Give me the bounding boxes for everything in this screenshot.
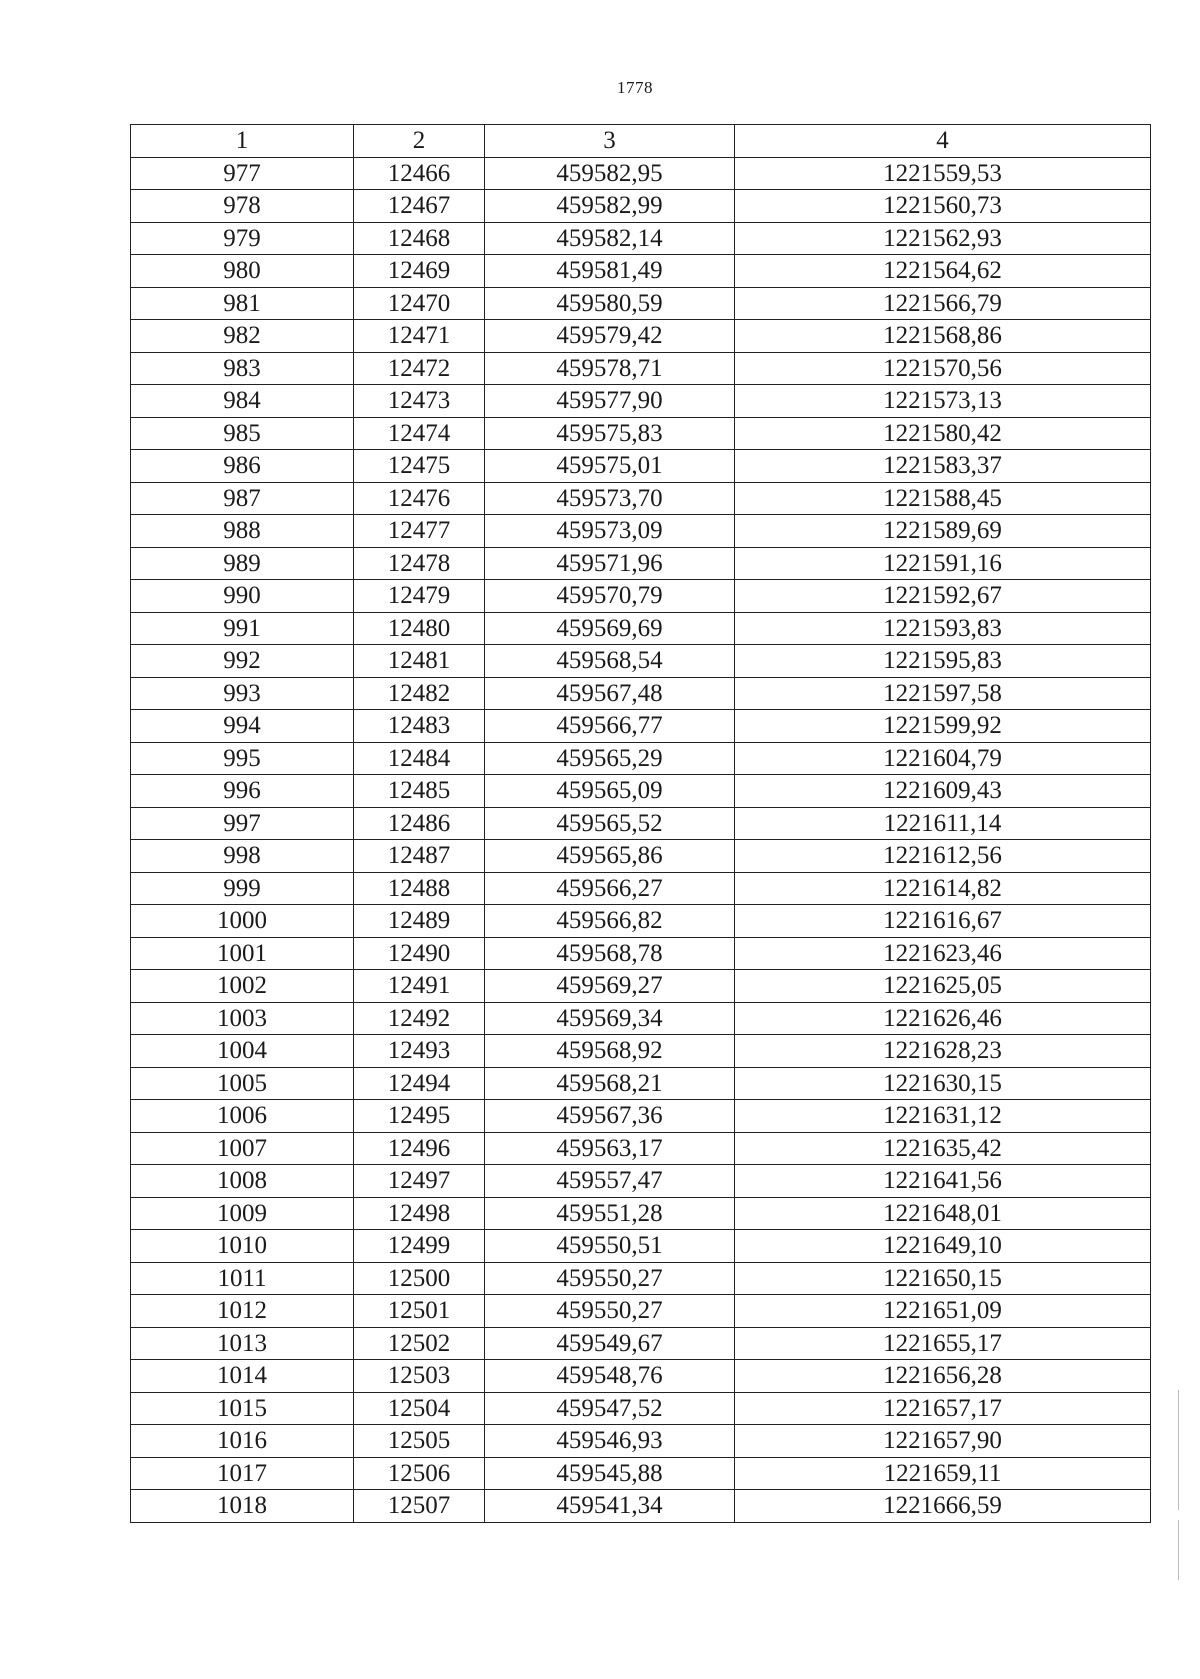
y-coordinate-cell: 1221570,56 xyxy=(735,352,1151,385)
id-cell: 12500 xyxy=(354,1262,485,1295)
point-number-cell: 994 xyxy=(131,710,354,743)
table-row xyxy=(131,905,1151,938)
header-cell-3: 3 xyxy=(485,125,735,158)
id-cell: 12507 xyxy=(354,1490,485,1523)
x-coordinate-cell: 459550,27 xyxy=(485,1295,735,1328)
point-number-cell: 979 xyxy=(131,222,354,255)
y-coordinate-cell: 1221609,43 xyxy=(735,775,1151,808)
id-cell: 12478 xyxy=(354,547,485,580)
table-row xyxy=(131,1360,1151,1393)
table-row xyxy=(131,645,1151,678)
x-coordinate-cell: 459569,69 xyxy=(485,612,735,645)
id-cell: 12470 xyxy=(354,287,485,320)
table-row xyxy=(131,287,1151,320)
id-cell: 12467 xyxy=(354,190,485,223)
scan-artifact xyxy=(1178,1520,1179,1580)
point-number-cell: 1010 xyxy=(131,1230,354,1263)
y-coordinate-cell: 1221614,82 xyxy=(735,872,1151,905)
x-coordinate-cell: 459557,47 xyxy=(485,1165,735,1198)
table-row xyxy=(131,970,1151,1003)
table-row xyxy=(131,450,1151,483)
x-coordinate-cell: 459568,92 xyxy=(485,1035,735,1068)
point-number-cell: 986 xyxy=(131,450,354,483)
point-number-cell: 989 xyxy=(131,547,354,580)
x-coordinate-cell: 459570,79 xyxy=(485,580,735,613)
point-number-cell: 1001 xyxy=(131,937,354,970)
x-coordinate-cell: 459571,96 xyxy=(485,547,735,580)
table-row xyxy=(131,677,1151,710)
id-cell: 12489 xyxy=(354,905,485,938)
table-row xyxy=(131,1490,1151,1523)
table-header-row xyxy=(131,125,1151,158)
id-cell: 12486 xyxy=(354,807,485,840)
table-row xyxy=(131,482,1151,515)
id-cell: 12477 xyxy=(354,515,485,548)
x-coordinate-cell: 459565,29 xyxy=(485,742,735,775)
y-coordinate-cell: 1221655,17 xyxy=(735,1327,1151,1360)
table-row xyxy=(131,547,1151,580)
x-coordinate-cell: 459573,70 xyxy=(485,482,735,515)
id-cell: 12499 xyxy=(354,1230,485,1263)
y-coordinate-cell: 1221628,23 xyxy=(735,1035,1151,1068)
point-number-cell: 992 xyxy=(131,645,354,678)
table-row xyxy=(131,320,1151,353)
point-number-cell: 991 xyxy=(131,612,354,645)
x-coordinate-cell: 459567,48 xyxy=(485,677,735,710)
y-coordinate-cell: 1221595,83 xyxy=(735,645,1151,678)
y-coordinate-cell: 1221612,56 xyxy=(735,840,1151,873)
id-cell: 12493 xyxy=(354,1035,485,1068)
table-row xyxy=(131,807,1151,840)
point-number-cell: 1002 xyxy=(131,970,354,1003)
y-coordinate-cell: 1221626,46 xyxy=(735,1002,1151,1035)
point-number-cell: 980 xyxy=(131,255,354,288)
point-number-cell: 988 xyxy=(131,515,354,548)
table-row xyxy=(131,1392,1151,1425)
table-row xyxy=(131,937,1151,970)
table-row xyxy=(131,1067,1151,1100)
coordinates-table xyxy=(130,124,1151,1523)
x-coordinate-cell: 459565,86 xyxy=(485,840,735,873)
point-number-cell: 985 xyxy=(131,417,354,450)
table-row xyxy=(131,515,1151,548)
id-cell: 12469 xyxy=(354,255,485,288)
id-cell: 12476 xyxy=(354,482,485,515)
y-coordinate-cell: 1221611,14 xyxy=(735,807,1151,840)
id-cell: 12502 xyxy=(354,1327,485,1360)
y-coordinate-cell: 1221597,58 xyxy=(735,677,1151,710)
y-coordinate-cell: 1221588,45 xyxy=(735,482,1151,515)
id-cell: 12506 xyxy=(354,1457,485,1490)
table-row xyxy=(131,872,1151,905)
x-coordinate-cell: 459566,82 xyxy=(485,905,735,938)
table-row xyxy=(131,1230,1151,1263)
id-cell: 12483 xyxy=(354,710,485,743)
point-number-cell: 1007 xyxy=(131,1132,354,1165)
y-coordinate-cell: 1221631,12 xyxy=(735,1100,1151,1133)
table-body xyxy=(131,157,1151,1522)
point-number-cell: 1013 xyxy=(131,1327,354,1360)
table-row xyxy=(131,1262,1151,1295)
point-number-cell: 999 xyxy=(131,872,354,905)
id-cell: 12468 xyxy=(354,222,485,255)
id-cell: 12484 xyxy=(354,742,485,775)
point-number-cell: 1012 xyxy=(131,1295,354,1328)
id-cell: 12471 xyxy=(354,320,485,353)
table-row xyxy=(131,157,1151,190)
id-cell: 12482 xyxy=(354,677,485,710)
y-coordinate-cell: 1221648,01 xyxy=(735,1197,1151,1230)
point-number-cell: 996 xyxy=(131,775,354,808)
x-coordinate-cell: 459551,28 xyxy=(485,1197,735,1230)
point-number-cell: 984 xyxy=(131,385,354,418)
id-cell: 12494 xyxy=(354,1067,485,1100)
y-coordinate-cell: 1221559,53 xyxy=(735,157,1151,190)
id-cell: 12497 xyxy=(354,1165,485,1198)
y-coordinate-cell: 1221593,83 xyxy=(735,612,1151,645)
point-number-cell: 995 xyxy=(131,742,354,775)
y-coordinate-cell: 1221649,10 xyxy=(735,1230,1151,1263)
x-coordinate-cell: 459549,67 xyxy=(485,1327,735,1360)
table-row xyxy=(131,1457,1151,1490)
table-row xyxy=(131,1100,1151,1133)
id-cell: 12473 xyxy=(354,385,485,418)
table-row xyxy=(131,417,1151,450)
x-coordinate-cell: 459582,14 xyxy=(485,222,735,255)
x-coordinate-cell: 459567,36 xyxy=(485,1100,735,1133)
table-row xyxy=(131,222,1151,255)
id-cell: 12503 xyxy=(354,1360,485,1393)
y-coordinate-cell: 1221630,15 xyxy=(735,1067,1151,1100)
table-row xyxy=(131,1327,1151,1360)
x-coordinate-cell: 459550,27 xyxy=(485,1262,735,1295)
x-coordinate-cell: 459565,09 xyxy=(485,775,735,808)
id-cell: 12487 xyxy=(354,840,485,873)
x-coordinate-cell: 459569,27 xyxy=(485,970,735,1003)
table-row xyxy=(131,710,1151,743)
x-coordinate-cell: 459578,71 xyxy=(485,352,735,385)
y-coordinate-cell: 1221641,56 xyxy=(735,1165,1151,1198)
table-row xyxy=(131,255,1151,288)
id-cell: 12485 xyxy=(354,775,485,808)
point-number-cell: 1014 xyxy=(131,1360,354,1393)
id-cell: 12501 xyxy=(354,1295,485,1328)
point-number-cell: 982 xyxy=(131,320,354,353)
table-row xyxy=(131,1295,1151,1328)
point-number-cell: 998 xyxy=(131,840,354,873)
table-row xyxy=(131,1165,1151,1198)
id-cell: 12488 xyxy=(354,872,485,905)
point-number-cell: 1018 xyxy=(131,1490,354,1523)
point-number-cell: 983 xyxy=(131,352,354,385)
id-cell: 12472 xyxy=(354,352,485,385)
y-coordinate-cell: 1221568,86 xyxy=(735,320,1151,353)
id-cell: 12498 xyxy=(354,1197,485,1230)
x-coordinate-cell: 459563,17 xyxy=(485,1132,735,1165)
point-number-cell: 1009 xyxy=(131,1197,354,1230)
table-row xyxy=(131,1197,1151,1230)
y-coordinate-cell: 1221592,67 xyxy=(735,580,1151,613)
y-coordinate-cell: 1221583,37 xyxy=(735,450,1151,483)
x-coordinate-cell: 459568,54 xyxy=(485,645,735,678)
page-number: 1778 xyxy=(617,78,653,97)
point-number-cell: 978 xyxy=(131,190,354,223)
x-coordinate-cell: 459547,52 xyxy=(485,1392,735,1425)
x-coordinate-cell: 459573,09 xyxy=(485,515,735,548)
id-cell: 12490 xyxy=(354,937,485,970)
id-cell: 12479 xyxy=(354,580,485,613)
table-row xyxy=(131,1425,1151,1458)
table-row xyxy=(131,775,1151,808)
y-coordinate-cell: 1221560,73 xyxy=(735,190,1151,223)
x-coordinate-cell: 459569,34 xyxy=(485,1002,735,1035)
x-coordinate-cell: 459575,01 xyxy=(485,450,735,483)
id-cell: 12466 xyxy=(354,157,485,190)
point-number-cell: 993 xyxy=(131,677,354,710)
x-coordinate-cell: 459579,42 xyxy=(485,320,735,353)
y-coordinate-cell: 1221651,09 xyxy=(735,1295,1151,1328)
id-cell: 12492 xyxy=(354,1002,485,1035)
point-number-cell: 1003 xyxy=(131,1002,354,1035)
id-cell: 12474 xyxy=(354,417,485,450)
y-coordinate-cell: 1221573,13 xyxy=(735,385,1151,418)
point-number-cell: 1006 xyxy=(131,1100,354,1133)
x-coordinate-cell: 459575,83 xyxy=(485,417,735,450)
y-coordinate-cell: 1221659,11 xyxy=(735,1457,1151,1490)
x-coordinate-cell: 459582,95 xyxy=(485,157,735,190)
point-number-cell: 1004 xyxy=(131,1035,354,1068)
y-coordinate-cell: 1221566,79 xyxy=(735,287,1151,320)
y-coordinate-cell: 1221589,69 xyxy=(735,515,1151,548)
x-coordinate-cell: 459541,34 xyxy=(485,1490,735,1523)
id-cell: 12491 xyxy=(354,970,485,1003)
x-coordinate-cell: 459582,99 xyxy=(485,190,735,223)
table-row xyxy=(131,1035,1151,1068)
id-cell: 12481 xyxy=(354,645,485,678)
header-cell-4: 4 xyxy=(735,125,1151,158)
header-cell-2: 2 xyxy=(354,125,485,158)
point-number-cell: 1011 xyxy=(131,1262,354,1295)
table-row xyxy=(131,352,1151,385)
x-coordinate-cell: 459568,78 xyxy=(485,937,735,970)
id-cell: 12496 xyxy=(354,1132,485,1165)
y-coordinate-cell: 1221623,46 xyxy=(735,937,1151,970)
point-number-cell: 1015 xyxy=(131,1392,354,1425)
point-number-cell: 1005 xyxy=(131,1067,354,1100)
id-cell: 12475 xyxy=(354,450,485,483)
x-coordinate-cell: 459566,77 xyxy=(485,710,735,743)
x-coordinate-cell: 459566,27 xyxy=(485,872,735,905)
point-number-cell: 1016 xyxy=(131,1425,354,1458)
y-coordinate-cell: 1221656,28 xyxy=(735,1360,1151,1393)
y-coordinate-cell: 1221591,16 xyxy=(735,547,1151,580)
point-number-cell: 977 xyxy=(131,157,354,190)
table-row xyxy=(131,190,1151,223)
x-coordinate-cell: 459548,76 xyxy=(485,1360,735,1393)
scan-artifact xyxy=(1178,1390,1179,1510)
y-coordinate-cell: 1221657,17 xyxy=(735,1392,1151,1425)
point-number-cell: 981 xyxy=(131,287,354,320)
y-coordinate-cell: 1221657,90 xyxy=(735,1425,1151,1458)
x-coordinate-cell: 459581,49 xyxy=(485,255,735,288)
y-coordinate-cell: 1221635,42 xyxy=(735,1132,1151,1165)
x-coordinate-cell: 459546,93 xyxy=(485,1425,735,1458)
y-coordinate-cell: 1221564,62 xyxy=(735,255,1151,288)
y-coordinate-cell: 1221599,92 xyxy=(735,710,1151,743)
x-coordinate-cell: 459565,52 xyxy=(485,807,735,840)
table-row xyxy=(131,580,1151,613)
table-row xyxy=(131,742,1151,775)
y-coordinate-cell: 1221616,67 xyxy=(735,905,1151,938)
x-coordinate-cell: 459580,59 xyxy=(485,287,735,320)
header-cell-1: 1 xyxy=(131,125,354,158)
x-coordinate-cell: 459550,51 xyxy=(485,1230,735,1263)
table-row xyxy=(131,840,1151,873)
point-number-cell: 1017 xyxy=(131,1457,354,1490)
point-number-cell: 997 xyxy=(131,807,354,840)
y-coordinate-cell: 1221604,79 xyxy=(735,742,1151,775)
x-coordinate-cell: 459568,21 xyxy=(485,1067,735,1100)
table-row xyxy=(131,1002,1151,1035)
point-number-cell: 987 xyxy=(131,482,354,515)
x-coordinate-cell: 459545,88 xyxy=(485,1457,735,1490)
id-cell: 12505 xyxy=(354,1425,485,1458)
y-coordinate-cell: 1221666,59 xyxy=(735,1490,1151,1523)
point-number-cell: 1000 xyxy=(131,905,354,938)
y-coordinate-cell: 1221562,93 xyxy=(735,222,1151,255)
table-row xyxy=(131,612,1151,645)
id-cell: 12495 xyxy=(354,1100,485,1133)
y-coordinate-cell: 1221650,15 xyxy=(735,1262,1151,1295)
id-cell: 12480 xyxy=(354,612,485,645)
id-cell: 12504 xyxy=(354,1392,485,1425)
table-row xyxy=(131,385,1151,418)
point-number-cell: 1008 xyxy=(131,1165,354,1198)
x-coordinate-cell: 459577,90 xyxy=(485,385,735,418)
point-number-cell: 990 xyxy=(131,580,354,613)
y-coordinate-cell: 1221625,05 xyxy=(735,970,1151,1003)
table-row xyxy=(131,1132,1151,1165)
y-coordinate-cell: 1221580,42 xyxy=(735,417,1151,450)
